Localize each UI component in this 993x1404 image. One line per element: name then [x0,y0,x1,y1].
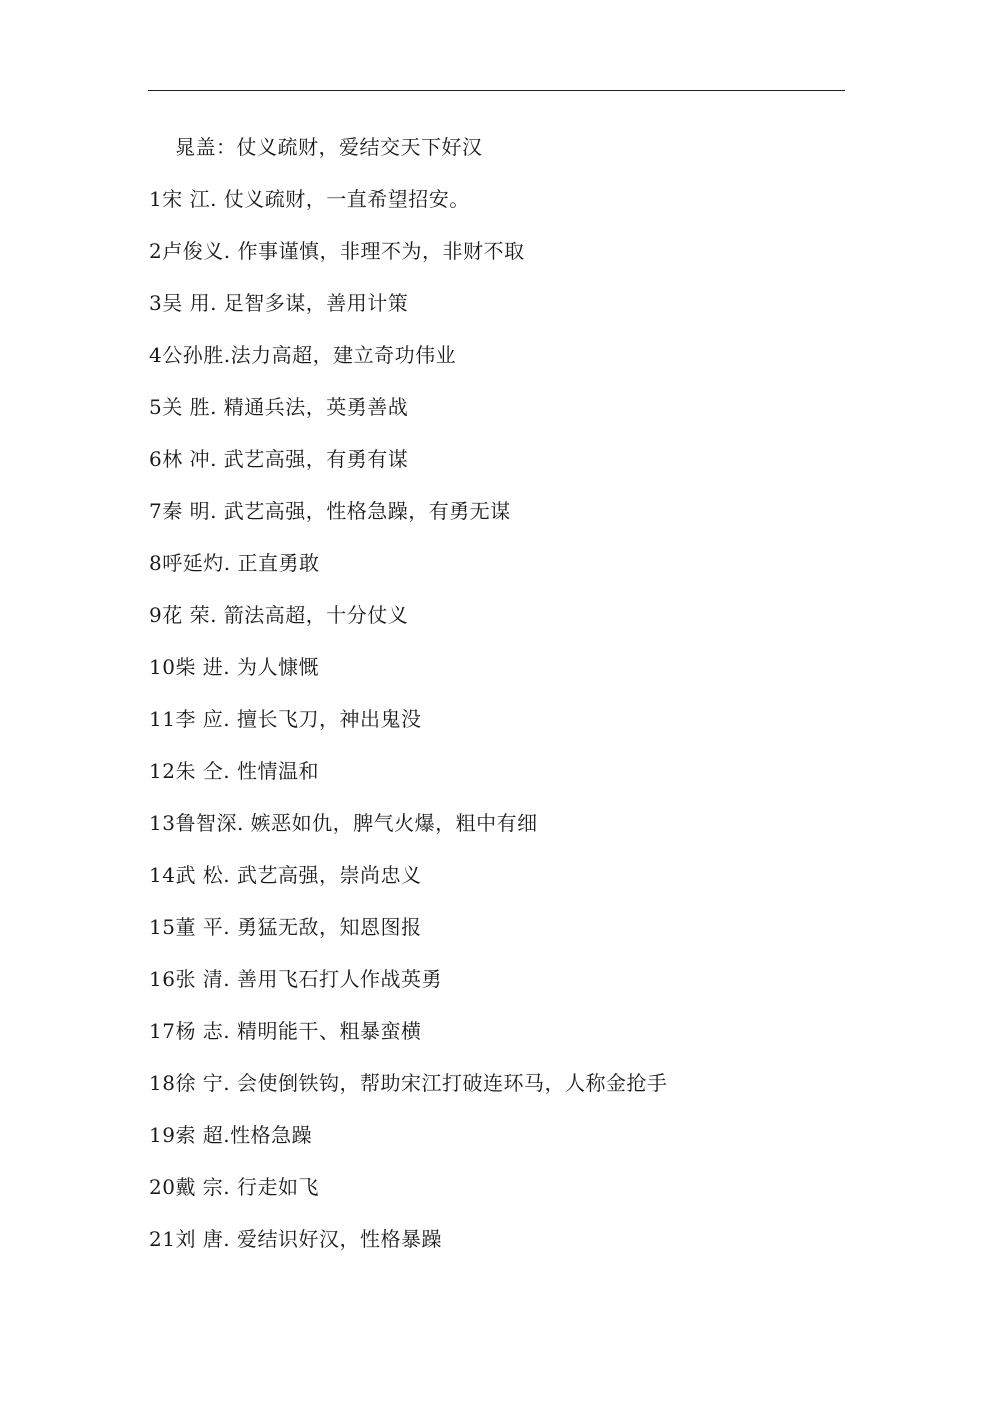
list-item: 17杨 志. 精明能干、粗暴蛮横 [149,1019,422,1043]
list-item: 5关 胜. 精通兵法，英勇善战 [149,395,409,419]
intro-line: 晁盖：仗义疏财，爱结交天下好汉 [175,135,483,159]
list-item: 2卢俊义. 作事谨慎，非理不为，非财不取 [149,239,525,263]
list-item: 10柴 进. 为人慷慨 [149,655,320,679]
header-rule [148,90,845,91]
list-item: 9花 荣. 箭法高超，十分仗义 [149,603,409,627]
list-item: 6林 冲. 武艺高强，有勇有谋 [149,447,409,471]
list-item: 18徐 宁. 会使倒铁钩，帮助宋江打破连环马，人称金抢手 [149,1071,668,1095]
list-item: 8呼延灼. 正直勇敢 [149,551,320,575]
list-item: 19索 超.性格急躁 [149,1123,313,1147]
list-item: 7秦 明. 武艺高强，性格急躁，有勇无谋 [149,499,511,523]
list-item: 12朱 仝. 性情温和 [149,759,320,783]
list-item: 1宋 江. 仗义疏财，一直希望招安。 [149,187,470,211]
list-item: 15董 平. 勇猛无敌，知恩图报 [149,915,422,939]
list-item: 13鲁智深. 嫉恶如仇，脾气火爆，粗中有细 [149,811,538,835]
list-item: 4公孙胜.法力高超，建立奇功伟业 [149,343,457,367]
list-item: 11李 应. 擅长飞刀，神出鬼没 [149,707,422,731]
list-item: 21刘 唐. 爱结识好汉，性格暴躁 [149,1227,443,1251]
list-item: 3吴 用. 足智多谋，善用计策 [149,291,409,315]
list-item: 16张 清. 善用飞石打人作战英勇 [149,967,443,991]
list-item: 20戴 宗. 行走如飞 [149,1175,320,1199]
list-item: 14武 松. 武艺高强，崇尚忠义 [149,863,422,887]
